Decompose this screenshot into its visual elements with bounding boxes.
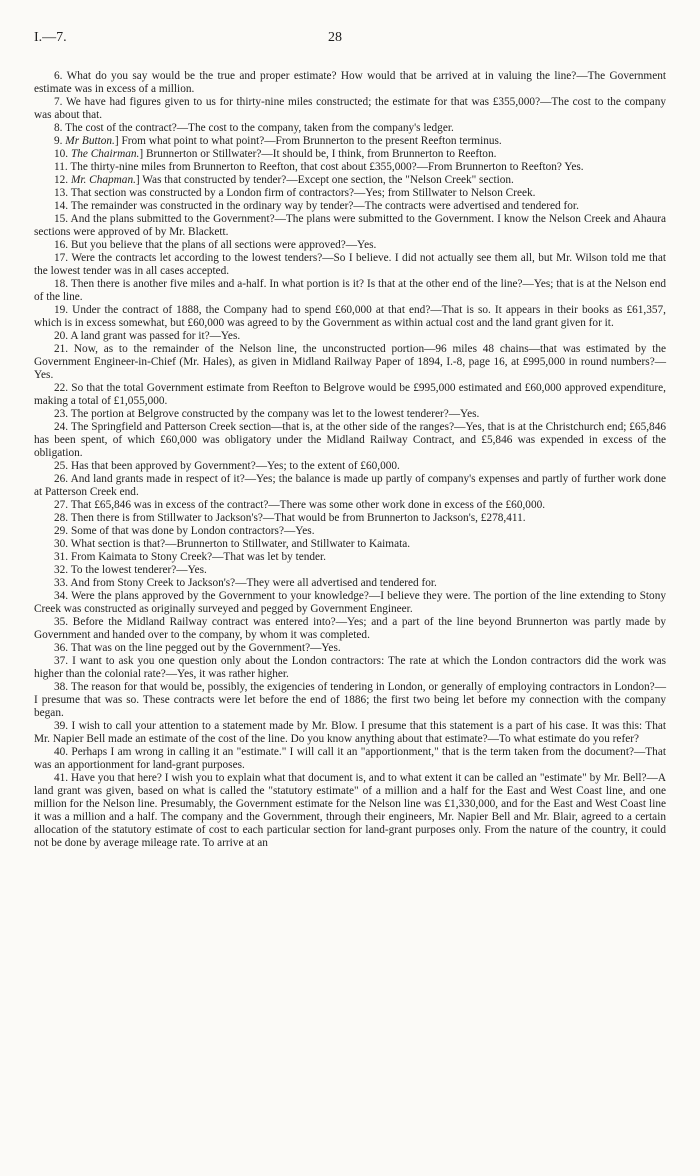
question-answer-paragraph: 19. Under the contract of 1888, the Company had to spend £60,000 at that end?—That is so. It appears in their books as £61,357, which is in excess somewhat, but £60,000 was agreed to by the Government as within actual cost and the land grant given for it. xyxy=(34,304,666,329)
question-answer-paragraph: 23. The portion at Belgrove constructed by the company was let to the lowest tenderer?—Yes. xyxy=(54,408,480,420)
question-answer-paragraph: 30. What section is that?—Brunnerton to Stillwater, and Stillwater to Kaimata. xyxy=(54,538,411,550)
question-answer-paragraph: 26. And land grants made in respect of it?—Yes; the balance is made up partly of company's expenses and partly of further work done at Patterson Creek end. xyxy=(34,473,666,498)
question-answer-paragraph: 32. To the lowest tenderer?—Yes. xyxy=(54,564,207,576)
question-answer-paragraph: 20. A land grant was passed for it?—Yes. xyxy=(54,330,241,342)
question-answer-paragraph: 37. I want to ask you one question only about the London contractors: The rate at which the London contractors did the work was higher than the colonial rate?—Yes, it was rather higher. xyxy=(34,655,666,680)
speaker-name: Mr. Chapman. xyxy=(70,174,136,186)
question-answer-paragraph: 35. Before the Midland Railway contract was entered into?—Yes; and a part of the line beyond Brunnerton was partly made by Government and handed over to the company, by whom it was completed. xyxy=(34,616,666,641)
question-answer-paragraph: 34. Were the plans approved by the Government to your knowledge?—I believe they were. The portion of the line extending to Stony Creek was constructed as originally surveyed and pegged by Government Engineer. xyxy=(34,590,666,615)
question-answer-paragraph: 7. We have had figures given to us for thirty-nine miles constructed; the estimate for that was £355,000?—The cost to the company was about that. xyxy=(34,96,666,121)
question-answer-paragraph: 29. Some of that was done by London contractors?—Yes. xyxy=(54,525,315,537)
speaker-name: Mr Button. xyxy=(65,135,115,147)
question-answer-paragraph: 14. The remainder was constructed in the ordinary way by tender?—The contracts were advertised and tendered for. xyxy=(54,200,579,212)
question-answer-paragraph: 11. The thirty-nine miles from Brunnerton to Reefton, that cost about £355,000?—From Brunnerton to Reefton? Yes. xyxy=(54,161,584,173)
question-answer-paragraph: 12. Mr. Chapman.] Was that constructed by tender?—Except one section, the "Nelson Creek" section. xyxy=(54,174,514,186)
question-answer-paragraph: 33. And from Stony Creek to Jackson's?—They were all advertised and tendered for. xyxy=(54,577,437,589)
question-answer-paragraph: 28. Then there is from Stillwater to Jackson's?—That would be from Brunnerton to Jackson's, £278,411. xyxy=(54,512,526,524)
question-answer-paragraph: 16. But you believe that the plans of all sections were approved?—Yes. xyxy=(54,239,377,251)
question-answer-paragraph: 21. Now, as to the remainder of the Nelson line, the unconstructed portion—96 miles 48 chains—that was estimated by the Government Engineer-in-Chief (Mr. Hales), as given in Midland Railway Paper of 1894, I.-8, page 16, at £995,000 in round numbers?—Yes. xyxy=(34,343,666,381)
question-answer-paragraph: 6. What do you say would be the true and proper estimate? How would that be arrived at in valuing the line?—The Government estimate was in excess of a million. xyxy=(34,70,666,95)
paper-reference: I.—7. xyxy=(34,30,67,45)
page-number: 28 xyxy=(328,30,342,45)
question-answer-paragraph: 36. That was on the line pegged out by the Government?—Yes. xyxy=(54,642,341,654)
question-answer-paragraph: 31. From Kaimata to Stony Creek?—That was let by tender. xyxy=(54,551,327,563)
question-answer-paragraph: 10. The Chairman.] Brunnerton or Stillwater?—It should be, I think, from Brunnerton to Reefton. xyxy=(54,148,497,160)
question-answer-paragraph: 15. And the plans submitted to the Government?—The plans were submitted to the Government. I know the Nelson Creek and Ahaura sections were approved of by Mr. Blackett. xyxy=(34,213,666,238)
question-answer-paragraph: 41. Have you that here? I wish you to explain what that document is, and to what extent it can be called an "estimate" by Mr. Bell?—A land grant was given, based on what is called the "statutory estimate" of a million and a half for the East and West Coast line, and one million for the Nelson line. Presumably, the Government estimate for the Nelson line was £1,330,000, and for the East and West Coast line it was a million and a half. The company and the Government, through their engineers, Mr. Napier Bell and Mr. Blair, agreed to a certain allocation of the statutory estimate of cost to each particular section for land-grant purposes only. From the nature of the country, it could not be done by average mileage rate. To arrive at an xyxy=(34,772,666,849)
document-body xyxy=(34,70,666,850)
question-answer-paragraph: 40. Perhaps I am wrong in calling it an "estimate." I will call it an "apportionment," that is the term taken from the document?—That was an apportionment for land-grant purposes. xyxy=(34,746,666,771)
question-answer-paragraph: 25. Has that been approved by Government?—Yes; to the extent of £60,000. xyxy=(54,460,400,472)
question-answer-paragraph: 24. The Springfield and Patterson Creek section—that is, at the other side of the ranges?—Yes, that is at the Christchurch end; £65,846 has been spent, of which £60,000 was obligatory under the Midland Railway Contract, and £5,846 was expended in excess of the obligation. xyxy=(34,421,666,459)
question-answer-paragraph: 8. The cost of the contract?—The cost to the company, taken from the company's ledger. xyxy=(54,122,454,134)
question-answer-paragraph: 17. Were the contracts let according to the lowest tenders?—So I believe. I did not actually see them all, but Mr. Wilson told me that the lowest tender was in all cases accepted. xyxy=(34,252,666,277)
question-answer-paragraph: 13. That section was constructed by a London firm of contractors?—Yes; from Stillwater to Nelson Creek. xyxy=(54,187,536,199)
question-answer-paragraph: 9. Mr Button.] From what point to what point?—From Brunnerton to the present Reefton terminus. xyxy=(54,135,502,147)
question-answer-paragraph: 22. So that the total Government estimate from Reefton to Belgrove would be £995,000 estimated and £60,000 approved expenditure, making a total of £1,055,000. xyxy=(34,382,666,407)
question-answer-paragraph: 38. The reason for that would be, possibly, the exigencies of tendering in London, or generally of employing contractors in London?—I presume that was so. These contracts were let before the end of 1886; the first two being let before my connection with the company began. xyxy=(34,681,666,719)
question-answer-paragraph: 39. I wish to call your attention to a statement made by Mr. Blow. I presume that this statement is a part of his case. It was this: That Mr. Napier Bell made an estimate of the cost of the line. Do you know anything about that estimate?—To what estimate do you refer? xyxy=(34,720,666,745)
speaker-name: The Chairman. xyxy=(70,148,140,160)
page-header xyxy=(34,30,666,56)
question-answer-paragraph: 18. Then there is another five miles and a-half. In what portion is it? Is that at the other end of the line?—Yes; that is at the Nelson end of the line. xyxy=(34,278,666,303)
question-answer-paragraph: 27. That £65,846 was in excess of the contract?—There was some other work done in excess of the £60,000. xyxy=(54,499,546,511)
